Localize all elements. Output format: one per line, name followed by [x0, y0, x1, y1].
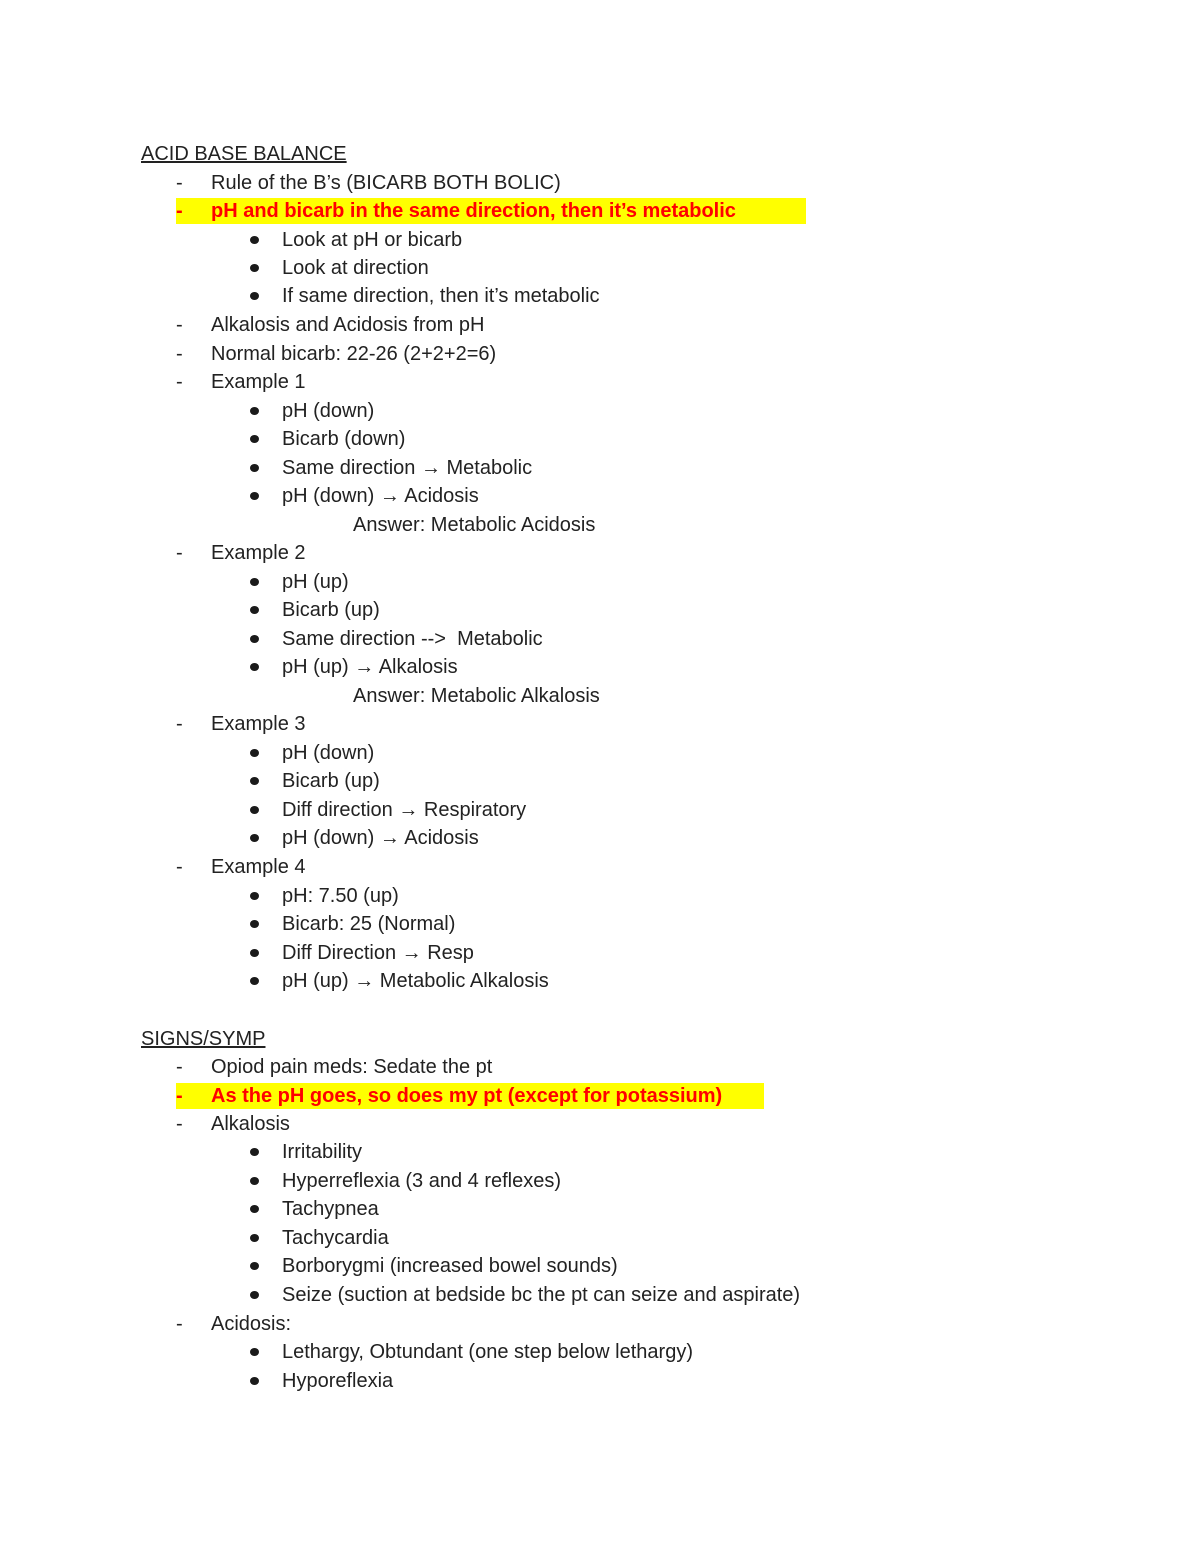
bullet-icon: [250, 435, 259, 443]
bullet-icon: [250, 1234, 259, 1242]
bullet-icon: [250, 806, 259, 814]
document-page: ACID BASE BALANCE - Rule of the B’s (BICARB BOTH BOLIC) - pH and bicarb in the same direction, then it’s metabolic Look at pH or bicarb Look at direction If same direction, then it’s metabolic - Alkalosis and Acidosis from pH - Normal bicarb: 22-26 (2+2+2=6) - Example 1 pH (down) Bicarb (down) Same direction → Metabolic pH (down) → Acidosis Answer: Metabolic Acidosis - Example 2 pH (up) Bicarb (up) Same direction --> Metabolic pH (up) → Alkalosis Answer: Metabolic Alkalosis - Example 3 pH (down) Bicarb (up) Diff direction → Respiratory pH (down) → Acidosis - Example 4 pH: 7.50 (up) Bicarb: 25 (Normal) Diff Direction → Resp pH (up) → Metabolic Alkalosis SIGNS/SYMP - Opiod pain meds: Sedate the pt - As the pH goes, so does my pt (except for potassium) - Alkalosis Irritability Hyperreflexia (3 and 4 reflexes) Tachypnea Tachycardia Borborygmi (increased bowel sounds) Seize (suction at bedside bc the pt can seize and aspirate) - Acidosis: Lethargy, Obtundant (one step below lethargy) Hyporeflexia: [0, 0, 1200, 1553]
bullet-icon: [250, 1348, 259, 1356]
bullet-icon: [250, 834, 259, 842]
bullet-icon: [250, 1148, 259, 1156]
bullet-icon: [250, 264, 259, 272]
bullet-icon: [250, 578, 259, 586]
bullet-icon: [250, 1377, 259, 1385]
bullet-icon: [250, 892, 259, 900]
bullet-icon: [250, 977, 259, 985]
section-heading-acid-base: ACID BASE BALANCE: [141, 143, 347, 165]
bullet-icon: [250, 777, 259, 785]
bullet-icon: [250, 606, 259, 614]
bullet-icon: [250, 1262, 259, 1270]
bullet-icon: [250, 292, 259, 300]
bullet-icon: [250, 635, 259, 643]
bullet-icon: [250, 407, 259, 415]
bullet-icon: [250, 920, 259, 928]
bullet-icon: [250, 236, 259, 244]
bullet-icon: [250, 1205, 259, 1213]
bullet-icon: [250, 492, 259, 500]
bullet-icon: [250, 749, 259, 757]
bullet-icon: [250, 1177, 259, 1185]
bullet-icon: [250, 949, 259, 957]
section-heading-signs-symp: SIGNS/SYMP: [141, 1028, 266, 1050]
bullet-icon: [250, 663, 259, 671]
bullet-icon: [250, 464, 259, 472]
bullet-icon: [250, 1291, 259, 1299]
